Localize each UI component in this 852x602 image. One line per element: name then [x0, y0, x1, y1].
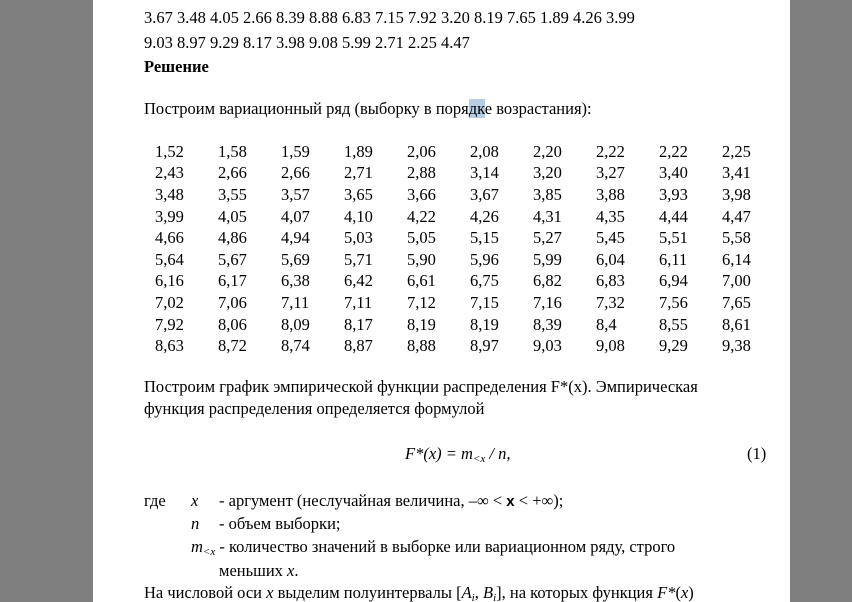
last-f: ): [688, 583, 694, 602]
series-cell: 5,15: [470, 228, 499, 248]
series-cell: 5,03: [344, 228, 373, 248]
x-desc-bold: x: [506, 493, 515, 510]
series-cell: 4,86: [218, 228, 247, 248]
series-cell: 2,08: [470, 141, 499, 161]
series-cell: 4,47: [722, 206, 751, 226]
series-cell: 2,22: [596, 141, 625, 161]
series-cell: 3,14: [470, 163, 499, 183]
series-cell: 8,19: [470, 314, 499, 334]
m-desc2-x: x: [287, 561, 295, 580]
last-line: [144, 583, 694, 602]
series-cell: 8,87: [344, 336, 373, 356]
series-row: [155, 292, 785, 314]
series-row: [155, 314, 785, 336]
series-cell: 2,06: [407, 141, 436, 161]
last-e: (: [675, 583, 681, 602]
series-cell: 4,31: [533, 206, 562, 226]
formula-number: (1): [747, 444, 767, 463]
intro-text-b: е возрастания):: [484, 99, 592, 118]
document-page: [93, 0, 790, 602]
where-x-description: [219, 491, 563, 512]
series-cell: 7,32: [596, 292, 625, 312]
series-cell: 6,04: [596, 249, 625, 269]
series-cell: 7,65: [722, 292, 751, 312]
where-x-symbol: x: [191, 491, 199, 510]
series-cell: 5,96: [470, 249, 499, 269]
series-row: [155, 335, 785, 357]
last-x2: x: [680, 583, 689, 602]
series-row: [155, 227, 785, 249]
series-cell: 1,59: [281, 141, 310, 161]
series-cell: 4,26: [470, 206, 499, 226]
last-Ai: i: [471, 592, 475, 602]
series-cell: 8,61: [722, 314, 751, 334]
series-cell: 8,19: [407, 314, 436, 334]
where-word: где: [144, 491, 166, 510]
last-B: B: [482, 583, 494, 602]
series-cell: 2,66: [218, 163, 247, 183]
formula-sub: <x: [472, 453, 486, 465]
series-cell: 5,51: [659, 228, 688, 248]
series-cell: 8,63: [155, 336, 184, 356]
series-cell: 2,20: [533, 141, 562, 161]
series-cell: 6,61: [407, 271, 436, 291]
series-cell: 6,42: [344, 271, 373, 291]
series-cell: 3,98: [722, 184, 751, 204]
series-row: [155, 141, 785, 163]
series-cell: 9,38: [722, 336, 751, 356]
series-cell: 3,65: [344, 184, 373, 204]
sample-row-1: 3.67 3.48 4.05 2.66 8.39 8.88 6.83 7.15 7.92 3.20 8.19 7.65 1.89 4.26 3.99: [144, 8, 635, 27]
series-cell: 3,85: [533, 184, 562, 204]
series-cell: 7,16: [533, 292, 562, 312]
series-cell: 3,88: [596, 184, 625, 204]
series-cell: 5,90: [407, 249, 436, 269]
m-sub: <x: [202, 546, 216, 558]
series-cell: 9,08: [596, 336, 625, 356]
formula-lhs: F*(x) =: [405, 444, 462, 463]
series-cell: 4,05: [218, 206, 247, 226]
series-cell: 6,16: [155, 271, 184, 291]
formula: [405, 444, 510, 464]
series-cell: 3,93: [659, 184, 688, 204]
series-cell: 7,11: [344, 292, 373, 312]
series-cell: 3,57: [281, 184, 310, 204]
series-cell: 6,38: [281, 271, 310, 291]
series-cell: 5,45: [596, 228, 625, 248]
series-cell: 5,99: [533, 249, 562, 269]
series-cell: 2,71: [344, 163, 373, 183]
series-cell: 7,11: [281, 292, 310, 312]
series-row: [155, 271, 785, 293]
where-m-line-2: [219, 561, 298, 581]
series-cell: 2,22: [659, 141, 688, 161]
series-cell: 9,03: [533, 336, 562, 356]
last-a: На числовой оси: [144, 583, 267, 602]
formula-m: m: [461, 444, 473, 463]
series-cell: 5,64: [155, 249, 184, 269]
series-cell: 8,06: [218, 314, 247, 334]
series-cell: 5,58: [722, 228, 751, 248]
series-cell: 8,09: [281, 314, 310, 334]
series-cell: 2,66: [281, 163, 310, 183]
series-cell: 8,39: [533, 314, 562, 334]
series-cell: 7,56: [659, 292, 688, 312]
series-cell: 8,72: [218, 336, 247, 356]
series-cell: 5,27: [533, 228, 562, 248]
series-cell: 3,41: [722, 163, 751, 183]
series-cell: 8,74: [281, 336, 310, 356]
series-row: [155, 249, 785, 271]
series-cell: 3,40: [659, 163, 688, 183]
sample-row-2: 9.03 8.97 9.29 8.17 3.98 9.08 5.99 2.71 2.25 4.47: [144, 33, 470, 52]
series-cell: 6,82: [533, 271, 562, 291]
series-cell: 7,06: [218, 292, 247, 312]
series-cell: 6,94: [659, 271, 688, 291]
series-cell: 7,00: [722, 271, 751, 291]
series-cell: 6,75: [470, 271, 499, 291]
series-cell: 7,15: [470, 292, 499, 312]
series-cell: 6,11: [659, 249, 688, 269]
series-cell: 8,4: [596, 314, 617, 334]
where-n-symbol: n: [191, 514, 200, 533]
series-cell: 6,17: [218, 271, 247, 291]
series-row: [155, 184, 785, 206]
series-cell: 8,88: [407, 336, 436, 356]
text-selection-highlight: дк: [468, 99, 485, 118]
series-cell: 5,05: [407, 228, 436, 248]
series-cell: 4,07: [281, 206, 310, 226]
solution-heading: Решение: [144, 57, 209, 76]
m-desc2-b: .: [294, 561, 299, 580]
series-cell: 4,44: [659, 206, 688, 226]
series-cell: 3,20: [533, 163, 562, 183]
series-cell: 5,67: [218, 249, 247, 269]
intro-text: [144, 99, 592, 119]
series-cell: 3,27: [596, 163, 625, 183]
last-b: выделим полуинтервалы [: [273, 583, 462, 602]
where-m-line: [191, 537, 675, 557]
last-A: A: [461, 583, 472, 602]
last-x: x: [266, 583, 274, 602]
series-cell: 8,97: [470, 336, 499, 356]
series-cell: 1,89: [344, 141, 373, 161]
series-cell: 3,99: [155, 206, 184, 226]
last-F: F*: [657, 583, 676, 602]
intro-text-a: Построим вариационный ряд (выборку в поря: [144, 99, 469, 118]
where-n-description: - объем выборки;: [219, 514, 341, 533]
series-cell: 3,48: [155, 184, 184, 204]
series-cell: 7,12: [407, 292, 436, 312]
series-cell: 1,58: [218, 141, 247, 161]
series-cell: 2,88: [407, 163, 436, 183]
series-cell: 3,66: [407, 184, 436, 204]
series-cell: 5,69: [281, 249, 310, 269]
series-cell: 6,83: [596, 271, 625, 291]
series-cell: 2,25: [722, 141, 751, 161]
series-cell: 4,35: [596, 206, 625, 226]
series-cell: 7,92: [155, 314, 184, 334]
x-desc-b: < +∞);: [514, 491, 564, 510]
series-row: [155, 206, 785, 228]
series-cell: 4,10: [344, 206, 373, 226]
x-desc-a: - аргумент (неслучайная величина, –∞ <: [219, 491, 507, 510]
last-Bi: i: [493, 592, 497, 602]
m-description: - количество значений в выборке или вариационном ряду, строго: [215, 537, 676, 556]
m-symbol: m: [191, 537, 203, 556]
series-cell: 9,29: [659, 336, 688, 356]
series-cell: 3,55: [218, 184, 247, 204]
series-cell: 1,52: [155, 141, 184, 161]
graph-paragraph-line-1: Построим график эмпирической функции распределения F*(x). Эмпирическая: [144, 377, 698, 396]
m-desc2-a: меньших: [219, 561, 288, 580]
formula-rest: / n,: [485, 444, 511, 463]
series-cell: 2,43: [155, 163, 184, 183]
series-row: [155, 163, 785, 185]
series-cell: 8,17: [344, 314, 373, 334]
last-d: ], на которых функция: [496, 583, 658, 602]
graph-paragraph-line-2: функция распределения определяется формулой: [144, 399, 485, 418]
last-c: ,: [474, 583, 483, 602]
series-cell: 4,94: [281, 228, 310, 248]
series-cell: 7,02: [155, 292, 184, 312]
series-cell: 4,66: [155, 228, 184, 248]
series-cell: 4,22: [407, 206, 436, 226]
series-cell: 6,14: [722, 249, 751, 269]
series-cell: 8,55: [659, 314, 688, 334]
series-cell: 3,67: [470, 184, 499, 204]
variation-series-table: [155, 141, 785, 357]
series-cell: 5,71: [344, 249, 373, 269]
